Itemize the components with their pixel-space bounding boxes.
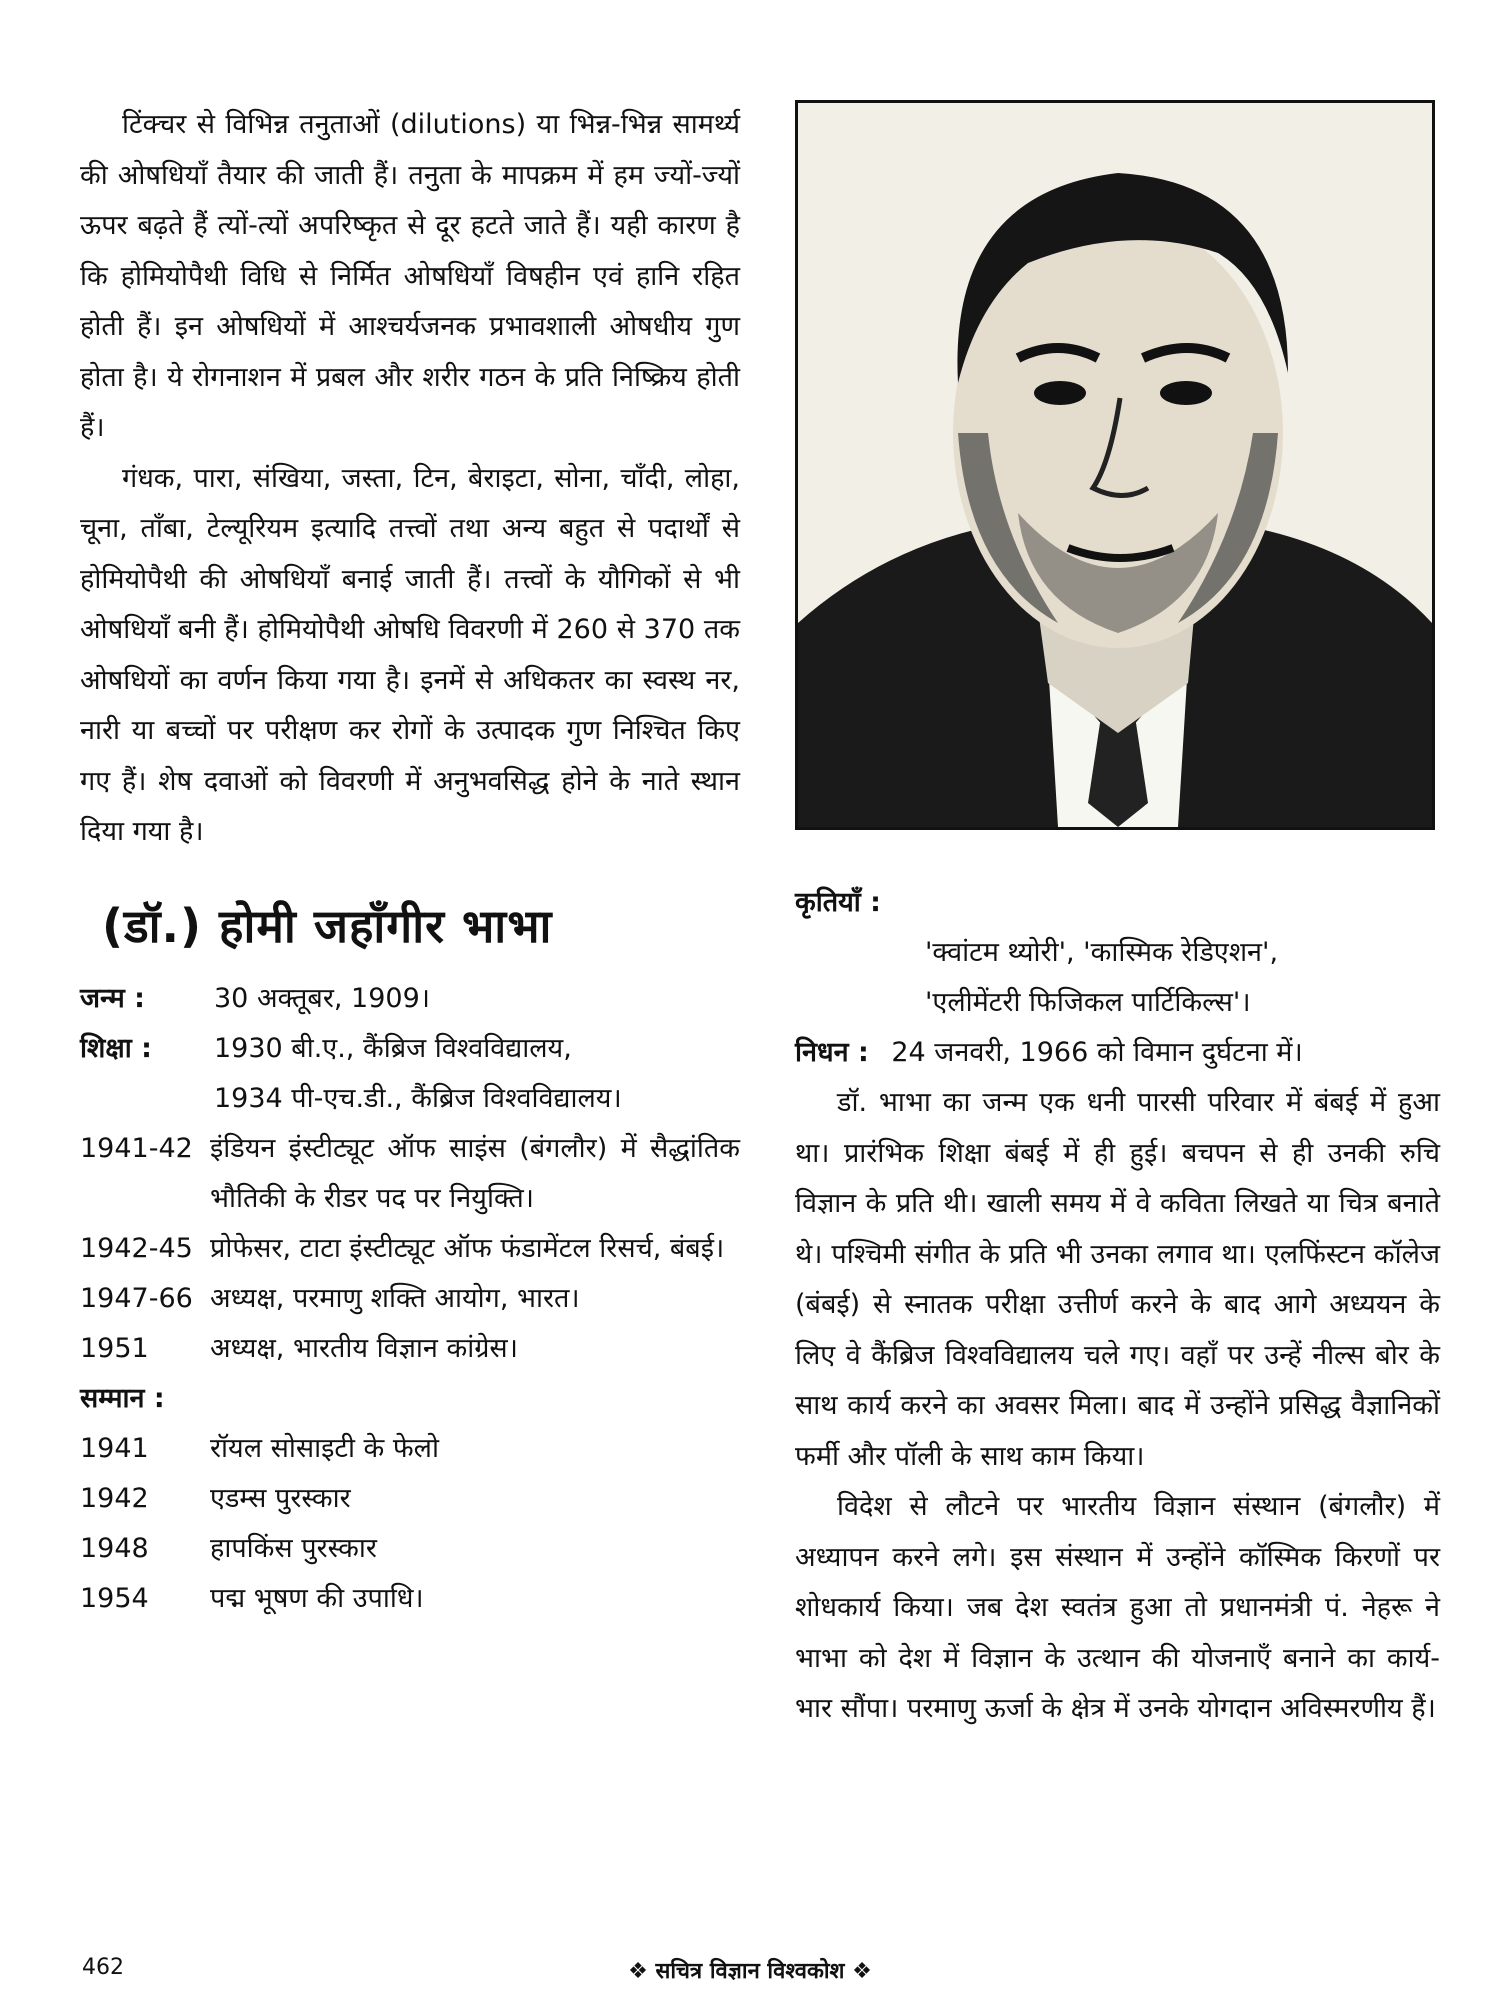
honor-row xyxy=(80,1424,740,1474)
career-year: 1941-42 xyxy=(80,1132,193,1164)
paragraph-elements: गंधक, पारा, संखिया, जस्ता, टिन, बेराइटा, सोना, चाँदी, लोहा, चूना, ताँबा, टेल्यूरियम इत्यादि तत्त्वों तथा अन्य बहुत से पदार्थों से होमियोपैथी की ओषधियाँ बनाई जाती हैं। तत्त्वों के यौगिकों से भी ओषधियाँ बनी हैं। होमियोपैथी ओषधि विवरणी में 260 से 370 तक ओषधियों का वर्णन किया गया है। इनमें से अधिकतर का स्वस्थ नर, नारी या बच्चों पर परीक्षण कर रोगों के उत्पादक गुण निश्चित किए गए हैं। शेष दवाओं को विवरणी में अनुभवसिद्ध होने के नाते स्थान दिया गया है। xyxy=(80,462,740,847)
career-text: इंडियन इंस्टीट्यूट ऑफ साइंस (बंगलौर) में सैद्धांतिक भौतिकी के रीडर पद पर नियुक्ति। xyxy=(210,1132,740,1214)
honor-text: एडम्स पुरस्कार xyxy=(210,1482,351,1514)
career-year: 1947-66 xyxy=(80,1282,193,1314)
honor-text: पद्म भूषण की उपाधि। xyxy=(210,1582,424,1614)
left-column xyxy=(80,100,740,1624)
honor-text: हापकिंस पुरस्कार xyxy=(210,1532,377,1564)
career-text: अध्यक्ष, भारतीय विज्ञान कांग्रेस। xyxy=(210,1332,518,1364)
honor-row xyxy=(80,1574,740,1624)
career-text: प्रोफेसर, टाटा इंस्टीट्यूट ऑफ फंडामेंटल रिसर्च, बंबई। xyxy=(210,1232,725,1264)
honor-text: रॉयल सोसाइटी के फेलो xyxy=(210,1432,439,1464)
works-line: 'एलीमेंटरी फिजिकल पार्टिकिल्स'। xyxy=(925,987,1251,1018)
birth-row xyxy=(80,974,740,1024)
honor-row xyxy=(80,1474,740,1524)
honor-year: 1941 xyxy=(80,1432,149,1464)
education-line: 1930 बी.ए., कैंब्रिज विश्वविद्यालय, xyxy=(214,1032,572,1064)
honor-year: 1954 xyxy=(80,1582,149,1614)
birth-value: 30 अक्तूबर, 1909। xyxy=(214,982,430,1014)
career-year: 1942-45 xyxy=(80,1232,193,1264)
death-value: 24 जनवरी, 1966 को विमान दुर्घटना में। xyxy=(891,1037,1303,1068)
honors-label: सम्मान : xyxy=(80,1382,165,1414)
paragraph-early-life: डॉ. भाभा का जन्म एक धनी पारसी परिवार में बंबई में हुआ था। प्रारंभिक शिक्षा बंबई में ही हुई। बचपन से ही उनकी रुचि विज्ञान के प्रति थी। खाली समय में वे कविता लिखते या चित्र बनाते थे। पश्चिमी संगीत के प्रति भी उनका लगाव था। एलफिंस्टन कॉलेज (बंबई) से स्नातक परीक्षा उत्तीर्ण करने के बाद आगे अध्ययन के लिए वे कैंब्रिज विश्वविद्यालय चले गए। वहाँ पर उन्हें नील्स बोर के साथ कार्य करने का अवसर मिला। बाद में उन्होंने प्रसिद्ध वैज्ञानिकों फर्मी और पॉली के साथ काम किया। xyxy=(795,1087,1440,1472)
honor-year: 1948 xyxy=(80,1532,149,1564)
paragraph-career: विदेश से लौटने पर भारतीय विज्ञान संस्थान (बंगलौर) में अध्यापन करने लगे। इस संस्थान में उन्होंने कॉस्मिक किरणों पर शोधकार्य किया। जब देश स्वतंत्र हुआ तो प्रधानमंत्री पं. नेहरू ने भाभा को देश में विज्ञान के उत्थान की योजनाएँ बनाने का कार्य-भार सौंपा। परमाणु ऊर्जा के क्षेत्र में उनके योगदान अविस्मरणीय हैं। xyxy=(795,1491,1440,1724)
honor-year: 1942 xyxy=(80,1482,149,1514)
right-column xyxy=(795,100,1440,1735)
education-label: शिक्षा : xyxy=(80,1032,152,1064)
works-line: 'क्वांटम थ्योरी', 'कास्मिक रेडिएशन', xyxy=(925,937,1279,968)
works-label: कृतियाँ : xyxy=(795,887,881,918)
portrait-sketch xyxy=(798,103,1432,827)
education-line: 1934 पी-एच.डी., कैंब्रिज विश्वविद्यालय। xyxy=(214,1082,622,1114)
birth-label: जन्म : xyxy=(80,982,145,1014)
career-row xyxy=(80,1224,740,1274)
death-row xyxy=(795,1028,1440,1078)
career-row xyxy=(80,1274,740,1324)
page-number: 462 xyxy=(82,1955,124,1980)
book-title: ❖ सचित्र विज्ञान विश्वकोश ❖ xyxy=(628,1959,872,1984)
biography-title: (डॉ.) होमी जहाँगीर भाभा xyxy=(102,898,553,953)
career-row xyxy=(80,1124,740,1224)
portrait-illustration xyxy=(795,100,1435,830)
paragraph-dilutions: टिंक्चर से विभिन्न तनुताओं (dilutions) या भिन्न-भिन्न सामर्थ्य की ओषधियाँ तैयार की जाती हैं। तनुता के मापक्रम में हम ज्यों-ज्यों ऊपर बढ़ते हैं त्यों-त्यों अपरिष्कृत से दूर हटते जाते हैं। यही कारण है कि होमियोपैथी विधि से निर्मित ओषधियाँ विषहीन एवं हानि रहित होती हैं। इन ओषधियों में आश्चर्यजनक प्रभावशाली ओषधीय गुण होता है। ये रोगनाशन में प्रबल और शरीर गठन के प्रति निष्क्रिय होती हैं। xyxy=(80,109,740,443)
career-row xyxy=(80,1324,740,1374)
career-year: 1951 xyxy=(80,1332,149,1364)
education-row xyxy=(80,1024,740,1124)
career-text: अध्यक्ष, परमाणु शक्ति आयोग, भारत। xyxy=(210,1282,580,1314)
education-value xyxy=(214,1024,740,1124)
honor-row xyxy=(80,1524,740,1574)
death-label: निधन : xyxy=(795,1037,869,1068)
